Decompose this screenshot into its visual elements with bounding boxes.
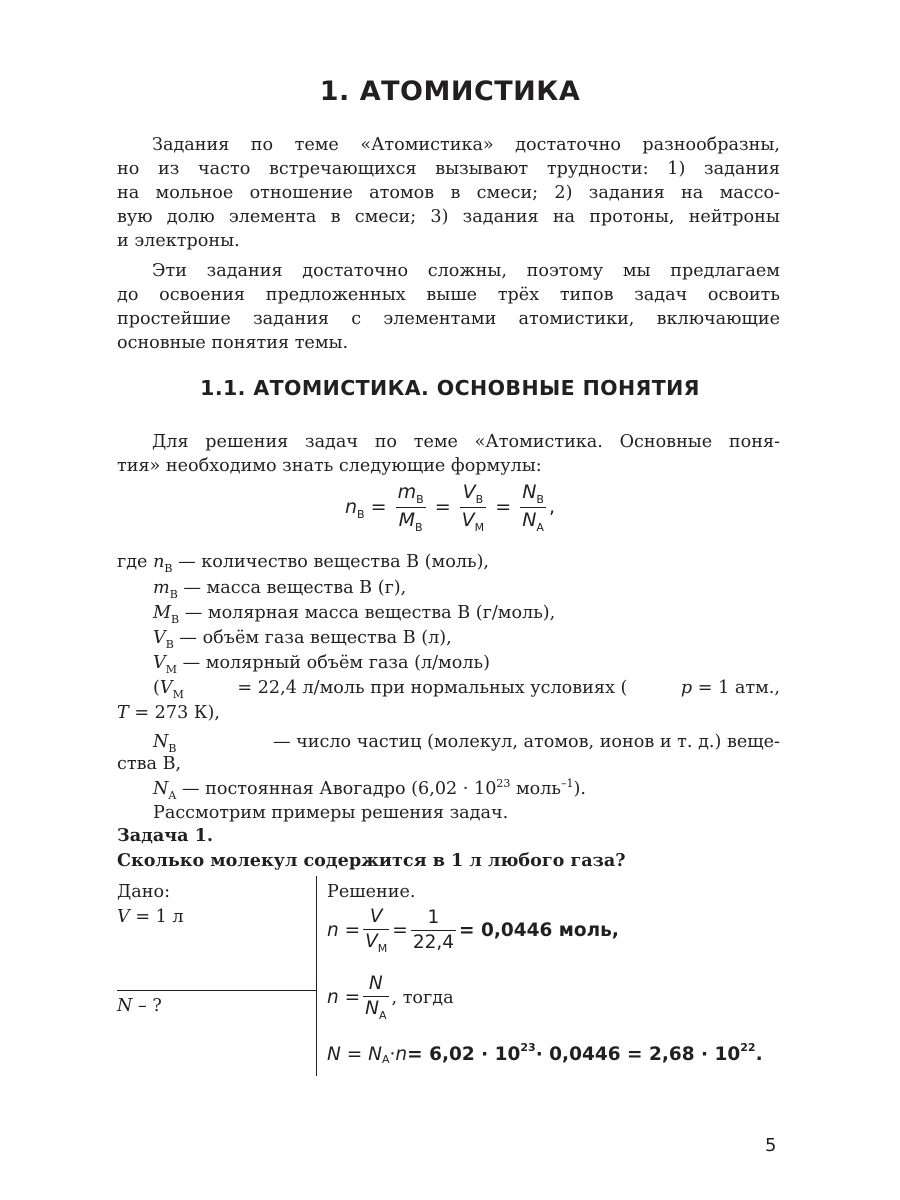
- sol2-NA: N: [365, 998, 379, 1020]
- sol1-V: V: [369, 906, 383, 927]
- word: 3): [430, 207, 449, 227]
- word: задач: [634, 285, 688, 305]
- word: смеси;: [354, 207, 417, 227]
- second-line-3-text: [117, 307, 780, 331]
- word: достаточно: [302, 261, 409, 281]
- sol3-a: =: [346, 1044, 363, 1065]
- word: элемента: [228, 207, 317, 227]
- word: выше: [426, 285, 478, 305]
- formula-eq-1: =: [370, 496, 387, 519]
- def-NA-text-mid: моль: [510, 779, 562, 799]
- def-N-text-1: — число частиц (молекул, атомов, ионов и т. д.) веще-: [272, 732, 780, 752]
- formula-intro-line-1-text: [152, 430, 780, 454]
- word: задания: [704, 159, 780, 179]
- def-Vm-text: — молярный объём газа (л/моль): [182, 653, 490, 673]
- def-cond-T: T: [117, 703, 129, 723]
- def-M-var: M: [153, 603, 172, 623]
- word: разнообразны,: [642, 135, 780, 155]
- word: до: [117, 285, 139, 305]
- formula-n: n: [344, 496, 358, 519]
- def-m-var: m: [153, 578, 170, 598]
- solution-line-2: [327, 972, 454, 1023]
- second-line-4-text: основные понятия темы.: [117, 333, 349, 353]
- second-line-3: [117, 307, 780, 331]
- second-line-4: [117, 331, 780, 355]
- word: поэтому: [526, 261, 604, 281]
- word: отношение: [249, 183, 353, 203]
- formula-NA: N: [522, 509, 537, 532]
- word: Задания: [152, 135, 230, 155]
- def-NA-text-pre: — постоянная Авогадро (6,02 · 10: [181, 779, 497, 799]
- solution-label: Решение.: [327, 882, 416, 902]
- def-Vm-var: V: [153, 653, 166, 673]
- def-n-sub: B: [164, 562, 173, 575]
- word: по: [374, 432, 398, 452]
- def-n-var: n: [153, 552, 165, 572]
- word: на: [552, 207, 576, 227]
- word: встречающихся: [268, 159, 417, 179]
- def-V-text: — объём газа вещества В (л),: [179, 628, 452, 648]
- def-NA-var: N: [153, 779, 169, 799]
- sol3-NA-sub: A: [381, 1053, 390, 1066]
- sol3-exp23: 23: [520, 1041, 536, 1054]
- given-V-value: = 1 л: [135, 907, 184, 927]
- def-Vm: [153, 651, 490, 677]
- word: 1): [667, 159, 686, 179]
- sol2-eq: =: [344, 987, 361, 1009]
- word: элементами: [383, 309, 497, 329]
- intro-paragraph: [117, 133, 780, 253]
- second-paragraph: [117, 259, 780, 355]
- sol3-b: ·: [389, 1044, 396, 1065]
- def-Vm-sub: M: [165, 663, 177, 676]
- word: задания: [462, 207, 539, 227]
- def-m-sub: B: [169, 588, 178, 601]
- intro-line-2-text: [117, 157, 780, 181]
- formula-V: V: [462, 481, 476, 503]
- given-V: [117, 905, 184, 929]
- sol3-e: .: [755, 1044, 763, 1065]
- formula-NA-sub: A: [536, 521, 544, 535]
- word: мы: [622, 261, 651, 281]
- def-M: [153, 601, 555, 627]
- word: с: [351, 309, 362, 329]
- word: нейтроны: [688, 207, 780, 227]
- word: решения: [205, 432, 289, 452]
- def-cond-V-sub: M: [172, 688, 184, 701]
- def-cond-open: (: [153, 678, 160, 698]
- word: трудности:: [546, 159, 649, 179]
- word: часто: [198, 159, 251, 179]
- solution-line-3: [327, 1041, 763, 1066]
- task-title: Задача 1.: [117, 825, 213, 846]
- find-N-text: – ?: [138, 996, 162, 1016]
- sol1-result: = 0,0446 моль,: [459, 920, 619, 942]
- second-line-2: [117, 283, 780, 307]
- def-N-line-2: ства В,: [117, 754, 182, 774]
- chapter-heading: 1. АТОМИСТИКА: [319, 76, 581, 107]
- def-where: где: [117, 552, 148, 572]
- task-question: Сколько молекул содержится в 1 л любого газа?: [117, 850, 626, 871]
- word: на: [681, 183, 704, 203]
- formula-N: N: [522, 481, 537, 503]
- sol3-n: n: [395, 1044, 408, 1065]
- word: задания: [206, 261, 283, 281]
- word: задания: [253, 309, 330, 329]
- def-V-sub: B: [165, 638, 174, 651]
- word: 2): [554, 183, 573, 203]
- fraction-m-over-M: [396, 480, 426, 535]
- def-cond-V: V: [159, 678, 173, 698]
- sol2-then: , тогда: [391, 987, 454, 1008]
- word: Основные: [619, 432, 713, 452]
- sol1-one: 1: [427, 907, 440, 928]
- def-m: [153, 576, 406, 602]
- def-cond-text3: = 273 К),: [134, 703, 220, 723]
- def-conditions-line-2: [117, 701, 220, 725]
- find-N: [117, 994, 162, 1018]
- word: атомов: [369, 183, 435, 203]
- intro-line-1-text: [152, 133, 780, 157]
- formula-intro-line-1: [117, 430, 780, 454]
- given-solution-divider: [316, 876, 317, 1076]
- sol2-NA-sub: A: [378, 1009, 387, 1023]
- formula-N-sub: B: [536, 493, 544, 506]
- def-M-text: — молярная масса вещества В (г/моль),: [184, 603, 556, 623]
- intro-line-2: [117, 157, 780, 181]
- sol2-N: N: [368, 973, 383, 994]
- word: предложенных: [265, 285, 406, 305]
- word: задания: [588, 183, 665, 203]
- word: простейшие: [117, 309, 231, 329]
- word: сложны,: [427, 261, 507, 281]
- intro-line-4: [117, 205, 780, 229]
- word: по: [250, 135, 274, 155]
- def-cond-p: p: [680, 678, 693, 698]
- word: вызывают: [435, 159, 529, 179]
- word: массо-: [719, 183, 780, 203]
- word: «Атомистика.: [474, 432, 603, 452]
- def-cond-text2: = 1 атм.,: [697, 678, 780, 698]
- intro-line-1: [117, 133, 780, 157]
- word: «Атомистика»: [360, 135, 494, 155]
- formula-m: m: [397, 481, 417, 503]
- word: типов: [559, 285, 614, 305]
- formula-intro-line-2-text: тия» необходимо знать следующие формулы:: [117, 456, 542, 476]
- formula-m-sub: B: [416, 493, 424, 506]
- sol1-eq-2: =: [392, 920, 408, 942]
- sol1-n: n: [327, 920, 339, 942]
- intro-line-5: [117, 229, 780, 253]
- def-M-sub: B: [171, 613, 180, 626]
- formula-eq-2: =: [434, 496, 451, 519]
- second-line-1: [117, 259, 780, 283]
- main-formula: [0, 480, 900, 535]
- word: но: [117, 159, 140, 179]
- def-n-text: — количество вещества В (моль),: [178, 552, 490, 572]
- sol3-c: = 6,02 · 10: [407, 1044, 521, 1065]
- word: включающие: [656, 309, 780, 329]
- formula-comma: ,: [548, 496, 555, 519]
- formula-intro-line-2: [117, 454, 780, 478]
- given-label: Дано:: [117, 882, 171, 902]
- intro-line-3: [117, 181, 780, 205]
- intro-line-4-text: [117, 205, 780, 229]
- sol3-d: · 0,0446 = 2,68 · 10: [535, 1044, 741, 1065]
- sol1-Vm-sub: M: [377, 942, 388, 956]
- def-m-text: — масса вещества В (г),: [183, 578, 407, 598]
- examples-intro: Рассмотрим примеры решения задач.: [153, 803, 509, 823]
- sol1-fraction-1-over-22-4: [411, 906, 456, 955]
- formula-eq-3: =: [495, 496, 512, 519]
- solution-line-1: [327, 905, 619, 956]
- word: предлагаем: [670, 261, 780, 281]
- def-V-var: V: [153, 628, 166, 648]
- word: атомистики,: [518, 309, 635, 329]
- def-NA-exp: 23: [496, 777, 511, 790]
- intro-line-3-text: [117, 181, 780, 205]
- def-V: [153, 626, 452, 652]
- word: Эти: [152, 261, 187, 281]
- formula-M-sub: B: [415, 521, 423, 535]
- def-cond-text1: = 22,4 л/моль при нормальных условиях (: [237, 678, 628, 698]
- def-NA: [153, 777, 586, 803]
- word: Для: [152, 432, 189, 452]
- word: поня-: [728, 432, 780, 452]
- intro-line-5-text: и электроны.: [117, 231, 240, 251]
- sol3-exp22: 22: [740, 1041, 756, 1054]
- word: вую: [117, 207, 153, 227]
- given-V-var: V: [117, 907, 130, 927]
- formula-Vm: V: [461, 509, 475, 532]
- word: в: [450, 183, 461, 203]
- find-N-var: N: [117, 996, 133, 1016]
- formula-V-sub: B: [475, 493, 484, 506]
- word: теме: [413, 432, 458, 452]
- def-N-var: N: [153, 732, 169, 752]
- formula-M: M: [398, 509, 416, 532]
- word: смеси;: [476, 183, 539, 203]
- sol1-denom: 22,4: [412, 932, 455, 954]
- word: из: [158, 159, 180, 179]
- word: освоить: [707, 285, 780, 305]
- sol1-Vm: V: [365, 931, 378, 953]
- page-number: 5: [765, 1135, 777, 1156]
- fraction-V-over-Vm: [460, 480, 487, 535]
- formula-intro-paragraph: [117, 430, 780, 478]
- fraction-N-over-NA: [520, 480, 546, 535]
- sol3-N: N: [327, 1044, 341, 1065]
- sol1-eq-1: =: [344, 920, 361, 942]
- second-line-1-text: [152, 259, 780, 283]
- given-find-divider: [117, 990, 316, 991]
- word: задач: [304, 432, 359, 452]
- word: освоения: [159, 285, 246, 305]
- def-n: [117, 550, 489, 576]
- def-N-line-1: [153, 730, 780, 756]
- sol1-fraction-V-over-Vm: [363, 905, 389, 956]
- sol2-fraction-N-over-NA: [363, 972, 388, 1023]
- def-conditions-line-1: [153, 676, 780, 702]
- def-NA-text-post: ).: [573, 779, 586, 799]
- word: мольное: [155, 183, 234, 203]
- word: в: [330, 207, 341, 227]
- def-NA-exp2: –1: [561, 777, 574, 790]
- word: долю: [166, 207, 215, 227]
- def-N-sub: B: [168, 742, 177, 755]
- word: достаточно: [515, 135, 621, 155]
- word: на: [117, 183, 140, 203]
- word: протоны,: [589, 207, 675, 227]
- word: трёх: [497, 285, 540, 305]
- formula-n-sub: B: [357, 508, 365, 522]
- def-NA-sub: A: [168, 789, 177, 802]
- sol3-NA: N: [368, 1044, 382, 1065]
- formula-Vm-sub: M: [474, 521, 485, 535]
- second-line-2-text: [117, 283, 780, 307]
- word: теме: [294, 135, 339, 155]
- section-heading: 1.1. АТОМИСТИКА. ОСНОВНЫЕ ПОНЯТИЯ: [200, 376, 700, 400]
- sol2-n: n: [327, 987, 339, 1009]
